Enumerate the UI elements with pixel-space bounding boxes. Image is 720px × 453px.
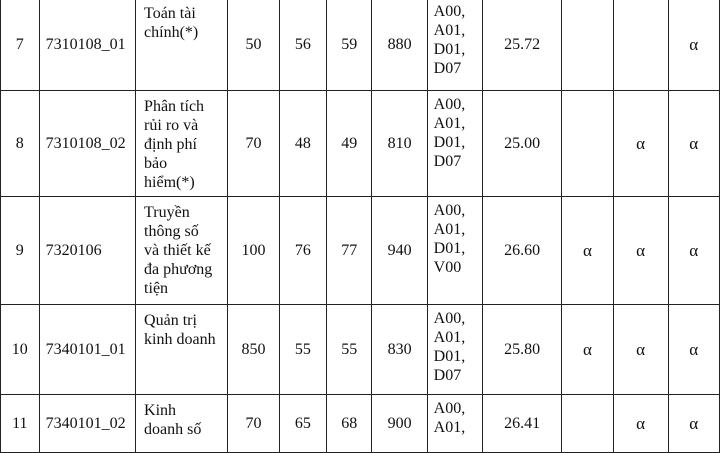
groups-line: D01, xyxy=(433,240,466,257)
program-code-cell: 7340101_01 xyxy=(39,305,135,395)
value-cell: 49 xyxy=(327,91,372,197)
program-name-cell xyxy=(136,0,228,91)
table-row xyxy=(1,305,720,395)
mark-cell: α xyxy=(613,305,668,395)
program-name-cell xyxy=(136,305,228,395)
table-row xyxy=(1,197,720,305)
score-cell: 25.00 xyxy=(483,91,562,197)
name-line: đa phương xyxy=(144,261,213,278)
row-number-cell: 9 xyxy=(1,197,40,305)
groups-line: A01, xyxy=(433,22,466,39)
row-number-cell: 7 xyxy=(1,0,40,91)
program-name-cell xyxy=(136,91,228,197)
program-name-cell xyxy=(136,197,228,305)
name-line: doanh số xyxy=(144,421,202,438)
program-code-cell: 7340101_02 xyxy=(39,395,135,453)
groups-line: A01, xyxy=(433,221,466,238)
groups-line: V00 xyxy=(433,259,462,276)
value-cell: 55 xyxy=(327,305,372,395)
mark-cell: α xyxy=(562,197,613,305)
value-cell: 56 xyxy=(279,0,326,91)
score-cell: 25.80 xyxy=(483,305,562,395)
mark-cell xyxy=(562,0,613,91)
groups-line: D01, xyxy=(433,41,466,58)
mark-cell xyxy=(562,395,613,453)
value-cell: 100 xyxy=(228,197,280,305)
mark-cell: α xyxy=(668,305,720,395)
row-number-cell: 8 xyxy=(1,91,40,197)
value-cell: 48 xyxy=(279,91,326,197)
name-line: rủi ro và xyxy=(144,117,199,134)
score-cell: 26.60 xyxy=(483,197,562,305)
program-name-cell xyxy=(136,395,228,453)
value-cell: 50 xyxy=(228,0,280,91)
score-cell: 25.72 xyxy=(483,0,562,91)
mark-cell: α xyxy=(668,395,720,453)
value-cell: 65 xyxy=(279,395,326,453)
mark-cell: α xyxy=(668,0,720,91)
mark-cell: α xyxy=(613,395,668,453)
name-line: chính(*) xyxy=(144,24,199,41)
mark-cell: α xyxy=(668,197,720,305)
value-cell: 70 xyxy=(228,395,280,453)
name-line: kinh doanh xyxy=(144,331,216,348)
table-body xyxy=(1,0,720,453)
groups-line: A01, xyxy=(433,329,466,346)
name-line: tiện xyxy=(144,280,169,297)
program-code-cell: 7310108_01 xyxy=(39,0,135,91)
name-line: định phí xyxy=(144,136,197,153)
name-line: hiểm(*) xyxy=(144,174,195,191)
mark-cell xyxy=(613,0,668,91)
groups-line: A00, xyxy=(433,96,466,113)
row-number-cell: 11 xyxy=(1,395,40,453)
groups-line: A00, xyxy=(433,202,466,219)
score-cell: 26.41 xyxy=(483,395,562,453)
program-code-cell: 7320106 xyxy=(39,197,135,305)
value-cell: 900 xyxy=(372,395,427,453)
groups-line: D07 xyxy=(433,60,462,77)
name-line: Truyền xyxy=(144,204,190,221)
groups-line: D07 xyxy=(433,153,462,170)
value-cell: 940 xyxy=(372,197,427,305)
value-cell: 830 xyxy=(372,305,427,395)
mark-cell: α xyxy=(613,91,668,197)
value-cell: 810 xyxy=(372,91,427,197)
groups-line: A00, xyxy=(433,310,466,327)
name-line: thông số xyxy=(144,223,199,240)
name-line: Phân tích xyxy=(144,98,205,115)
value-cell: 880 xyxy=(372,0,427,91)
groups-line: D01, xyxy=(433,348,466,365)
value-cell: 59 xyxy=(327,0,372,91)
table-row xyxy=(1,0,720,91)
subject-groups-cell xyxy=(427,0,482,91)
mark-cell: α xyxy=(562,305,613,395)
mark-cell: α xyxy=(613,197,668,305)
name-line: Quản trị xyxy=(144,312,197,329)
subject-groups-cell xyxy=(427,91,482,197)
groups-line: A00, xyxy=(433,400,466,417)
row-number-cell: 10 xyxy=(1,305,40,395)
value-cell: 850 xyxy=(228,305,280,395)
table-row xyxy=(1,91,720,197)
name-line: và thiết kế xyxy=(144,242,211,259)
groups-line: D07 xyxy=(433,367,462,384)
name-line: Toán tài xyxy=(144,5,196,22)
mark-cell xyxy=(562,91,613,197)
value-cell: 76 xyxy=(279,197,326,305)
value-cell: 68 xyxy=(327,395,372,453)
program-code-cell: 7310108_02 xyxy=(39,91,135,197)
table-row xyxy=(1,395,720,453)
groups-line: A01, xyxy=(433,115,466,132)
value-cell: 55 xyxy=(279,305,326,395)
name-line: bảo xyxy=(144,155,168,172)
groups-line: A00, xyxy=(433,3,466,20)
subject-groups-cell xyxy=(427,395,482,453)
subject-groups-cell xyxy=(427,197,482,305)
groups-line: D01, xyxy=(433,134,466,151)
subject-groups-cell xyxy=(427,305,482,395)
value-cell: 70 xyxy=(228,91,280,197)
groups-line: A01, xyxy=(433,419,466,436)
mark-cell: α xyxy=(668,91,720,197)
value-cell: 77 xyxy=(327,197,372,305)
name-line: Kinh xyxy=(144,402,177,419)
